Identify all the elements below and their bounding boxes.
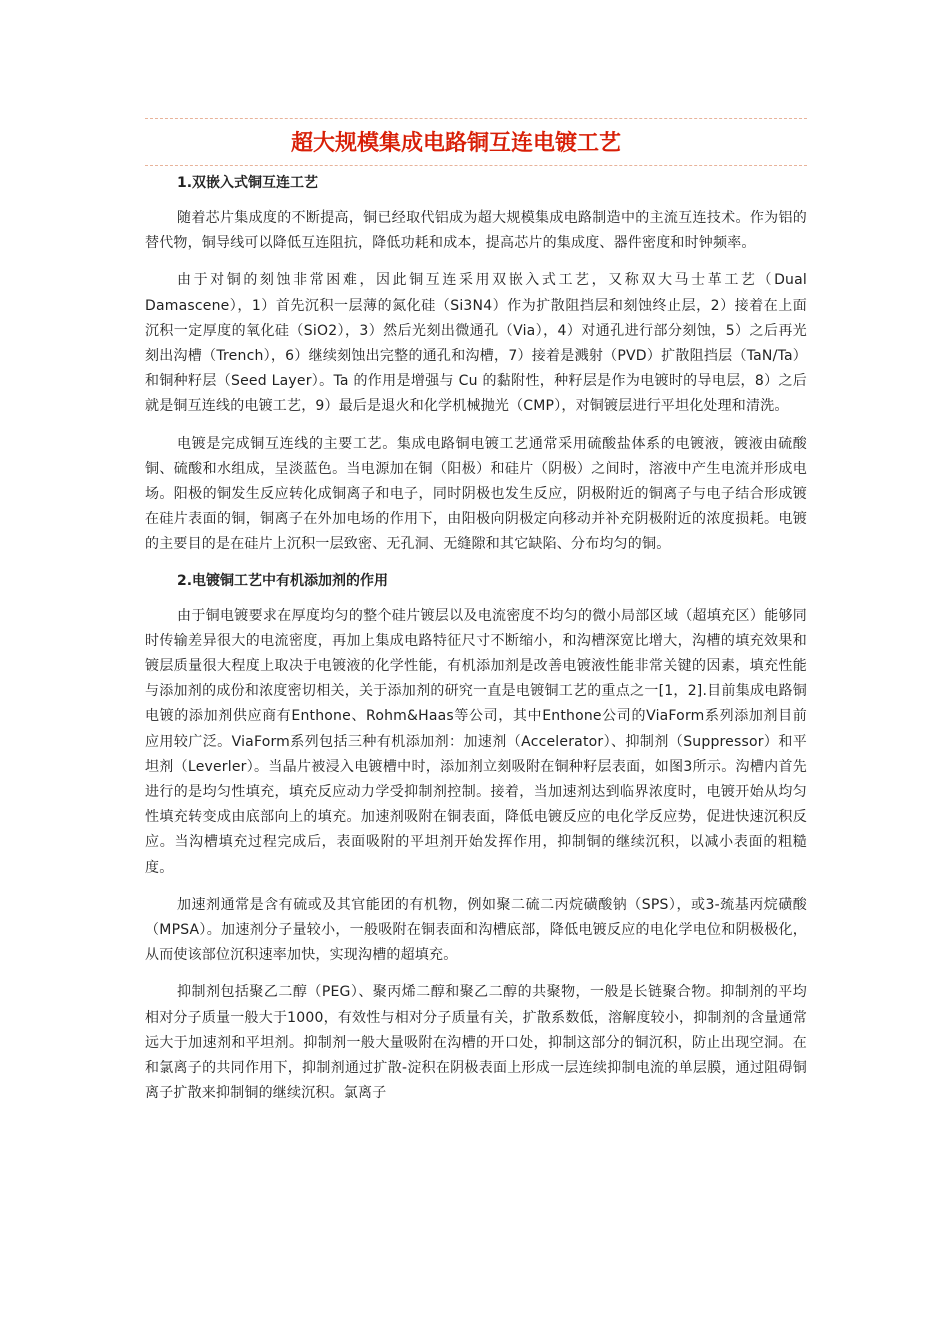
top-divider [145, 118, 807, 119]
paragraph: 由于铜电镀要求在厚度均匀的整个硅片镀层以及电流密度不均匀的微小局部区域（超填充区）能够同时传输差异很大的电流密度，再加上集成电路特征尺寸不断缩小，和沟槽深宽比增大，沟槽的填充效果和镀层质量很大程度上取决于电镀液的化学性能，有机添加剂是改善电镀液性能非常关键的因素，填充性能与添加剂的成份和浓度密切相关，关于添加剂的研究一直是电镀铜工艺的重点之一[1，2].目前集成电路铜电镀的添加剂供应商有Enthone、Rohm&Haas等公司，其中Enthone公司的ViaForm系列添加剂目前应用较广泛。ViaForm系列包括三种有机添加剂：加速剂（Accelerator）、抑制剂（Suppressor）和平坦剂（Leverler）。当晶片被浸入电镀槽中时，添加剂立刻吸附在铜种籽层表面，如图3所示。沟槽内首先进行的是均匀性填充，填充反应动力学受抑制剂控制。接着，当加速剂达到临界浓度时，电镀开始从均匀性填充转变成由底部向上的填充。加速剂吸附在铜表面，降低电镀反应的电化学反应势，促进快速沉积反应。当沟槽填充过程完成后，表面吸附的平坦剂开始发挥作用，抑制铜的继续沉积，以减小表面的粗糙度。 [145, 607, 807, 876]
paragraph: 电镀是完成铜互连线的主要工艺。集成电路铜电镀工艺通常采用硫酸盐体系的电镀液，镀液由硫酸铜、硫酸和水组成，呈淡蓝色。当电源加在铜（阳极）和硅片（阴极）之间时，溶液中产生电流并形成电场。阳极的铜发生反应转化成铜离子和电子，同时阴极也发生反应，阴极附近的铜离子与电子结合形成镀在硅片表面的铜，铜离子在外加电场的作用下，由阳极向阴极定向移动并补充阴极附近的浓度损耗。电镀的主要目的是在硅片上沉积一层致密、无孔洞、无缝隙和其它缺陷、分布均匀的铜。 [145, 435, 807, 553]
section-heading: 1.双嵌入式铜互连工艺 [177, 175, 319, 191]
document-page [145, 118, 807, 1119]
paragraph: 加速剂通常是含有硫或及其官能团的有机物，例如聚二硫二丙烷磺酸钠（SPS），或3-巯基丙烷磺酸（MPSA）。加速剂分子量较小，一般吸附在铜表面和沟槽底部，降低电镀反应的电化学电位和阴极极化，从而使该部位沉积速率加快，实现沟槽的超填充。 [145, 896, 807, 964]
paragraph: 随着芯片集成度的不断提高，铜已经取代铝成为超大规模集成电路制造中的主流互连技术。作为铝的替代物，铜导线可以降低互连阻抗，降低功耗和成本，提高芯片的集成度、器件密度和时钟频率。 [145, 210, 807, 252]
section-1 [145, 172, 807, 558]
paragraph: 抑制剂包括聚乙二醇（PEG）、聚丙烯二醇和聚乙二醇的共聚物，一般是长链聚合物。抑制剂的平均相对分子质量一般大于1000，有效性与相对分子质量有关，扩散系数低，溶解度较小，抑制剂的含量通常远大于加速剂和平坦剂。抑制剂一般大量吸附在沟槽的开口处，抑制这部分的铜沉积，防止出现空洞。在和氯离子的共同作用下，抑制剂通过扩散-淀积在阴极表面上形成一层连续抑制电流的单层膜，通过阻碍铜离子扩散来抑制铜的继续沉积。氯离子 [145, 984, 807, 1102]
title-divider [145, 165, 807, 166]
section-2 [145, 570, 807, 1107]
page-title: 超大规模集成电路铜互连电镀工艺 [290, 130, 621, 156]
paragraph: 由于对铜的刻蚀非常困难，因此铜互连采用双嵌入式工艺，又称双大马士革工艺（Dual Damascene），1）首先沉积一层薄的氮化硅（Si3N4）作为扩散阻挡层和刻蚀终止层，2）接着在上面沉积一定厚度的氧化硅（SiO2），3）然后光刻出微通孔（Via），4）对通孔进行部分刻蚀，5）之后再光刻出沟槽（Trench），6）继续刻蚀出完整的通孔和沟槽，7）接着是溅射（PVD）扩散阻挡层（TaN/Ta）和铜种籽层（Seed Layer）。Ta 的作用是增强与 Cu 的黏附性，种籽层是作为电镀时的导电层，8）之后就是铜互连线的电镀工艺，9）最后是退火和化学机械抛光（CMP），对铜镀层进行平坦化处理和清洗。 [145, 272, 807, 415]
section-heading: 2.电镀铜工艺中有机添加剂的作用 [177, 572, 389, 589]
